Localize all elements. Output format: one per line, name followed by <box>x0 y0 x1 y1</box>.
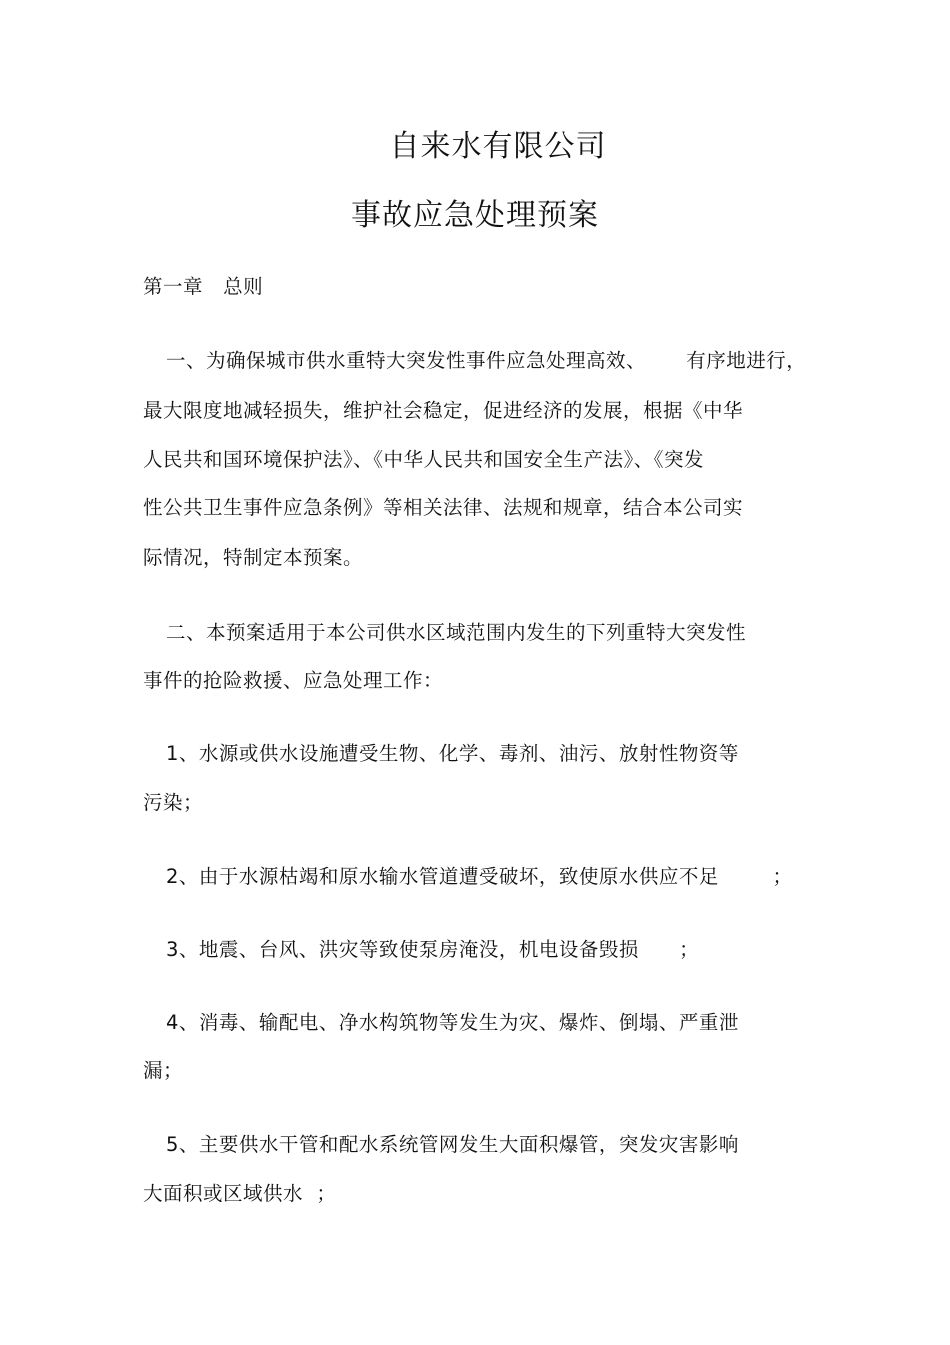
document-subtitle: 事故应急处理预案 <box>351 198 599 233</box>
item-4-line: 漏； <box>143 1059 184 1082</box>
item-5-line: 大面积或区域供水 ； <box>143 1182 337 1205</box>
section-1-line: 人民共和国环境保护法》、《中华人民共和国安全生产法》、《突发 <box>143 448 705 471</box>
section-1-line: 一、为确保城市供水重特大突发性事件应急处理高效、 有序地进行， <box>166 349 807 372</box>
item-1-line: 1、水源或供水设施遭受生物、化学、毒剂、油污、放射性物资等 <box>166 742 739 765</box>
section-1-line: 际情况，特制定本预案。 <box>143 546 364 569</box>
item-2-line: 2、由于水源枯竭和原水输水管道遭受破坏，致使原水供应不足 ； <box>166 865 793 888</box>
item-3-line: 3、地震、台风、洪灾等致使泵房淹没，机电设备毁损 ； <box>166 938 700 961</box>
section-1-line: 性公共卫生事件应急条例》等相关法律、法规和规章，结合本公司实 <box>143 496 744 519</box>
chapter-heading: 第一章 总则 <box>143 275 264 298</box>
item-1-line: 污染； <box>143 791 204 814</box>
section-2-line: 事件的抢险救援、应急处理工作： <box>143 669 444 692</box>
item-4-line: 4、消毒、输配电、净水构筑物等发生为灾、爆炸、倒塌、严重泄 <box>166 1011 739 1034</box>
document-title: 自来水有限公司 <box>389 129 607 164</box>
item-5-line: 5、主要供水干管和配水系统管网发生大面积爆管，突发灾害影响 <box>166 1133 739 1156</box>
section-2-line: 二、本预案适用于本公司供水区域范围内发生的下列重特大突发性 <box>166 621 747 644</box>
section-1-line: 最大限度地减轻损失，维护社会稳定，促进经济的发展，根据《中华 <box>143 399 744 422</box>
